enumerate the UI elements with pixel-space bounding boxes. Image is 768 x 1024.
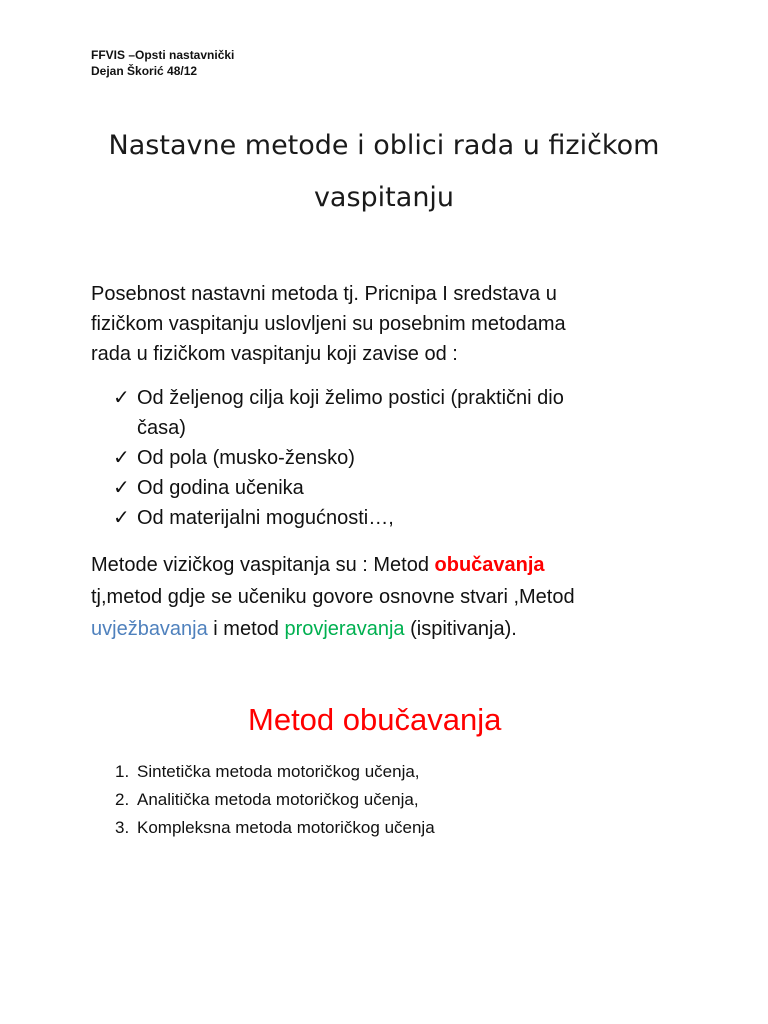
checkmark-icon: ✓ <box>113 447 130 469</box>
list-item-text: Kompleksna metoda motoričkog učenja <box>137 818 435 837</box>
header-author: Dejan Škorić 48/12 <box>91 64 198 78</box>
checklist <box>113 383 673 533</box>
list-item-text: Analitička metoda motoričkog učenja, <box>137 790 419 809</box>
numbered-list <box>115 758 435 842</box>
methods-text: Metode vizičkog vaspitanja su : Metod <box>91 554 435 576</box>
methods-line-1 <box>91 549 691 581</box>
methods-line-2: tj,metod gdje se učeniku govore osnovne stvari ,Metod <box>91 586 575 608</box>
intro-line-2: fizičkom vaspitanju uslovljeni su posebnim metodama <box>91 313 566 335</box>
list-item <box>115 786 435 814</box>
highlight-provjeravanja: provjeravanja <box>284 618 405 640</box>
checklist-item <box>113 443 673 473</box>
list-number: 2. <box>115 790 130 809</box>
title-line-1: Nastavne metode i oblici rada u fizičkom <box>108 130 660 161</box>
list-item-text: Sintetička metoda motoričkog učenja, <box>137 762 420 781</box>
list-number: 3. <box>115 818 130 837</box>
section-heading: Metod obučavanja <box>248 702 502 737</box>
checklist-item-text: Od željenog cilja koji želimo postici (praktični dio <box>137 387 564 409</box>
checklist-item <box>113 383 673 443</box>
checklist-item <box>113 503 673 533</box>
list-item <box>115 758 435 786</box>
intro-paragraph <box>91 279 691 369</box>
intro-line-1: Posebnost nastavni metoda tj. Pricnipa I sredstava u <box>91 283 557 305</box>
highlight-obucavanja: obučavanja <box>434 554 545 576</box>
methods-text: i metod <box>207 618 285 640</box>
title-line-2: vaspitanju <box>313 182 455 213</box>
checklist-item-text: Od materijalni mogućnosti…, <box>137 507 394 529</box>
methods-line-3 <box>91 613 691 645</box>
checkmark-icon: ✓ <box>113 387 130 409</box>
list-item <box>115 814 435 842</box>
list-number: 1. <box>115 762 130 781</box>
methods-paragraph <box>91 549 691 645</box>
highlight-uvjezbavanja: uvježbavanja <box>91 618 208 640</box>
checklist-item-text-cont: časa) <box>137 417 186 439</box>
checklist-item-text: Od godina učenika <box>137 477 304 499</box>
checkmark-icon: ✓ <box>113 507 130 529</box>
checklist-item-text: Od pola (musko-žensko) <box>137 447 355 469</box>
header-course: FFVIS –Opsti nastavnički <box>91 48 235 62</box>
checklist-item <box>113 473 673 503</box>
checkmark-icon: ✓ <box>113 477 130 499</box>
document-header <box>91 47 234 79</box>
intro-line-3: rada u fizičkom vaspitanju koji zavise od : <box>91 343 458 365</box>
methods-text: (ispitivanja). <box>404 618 517 640</box>
document-title <box>60 120 708 224</box>
